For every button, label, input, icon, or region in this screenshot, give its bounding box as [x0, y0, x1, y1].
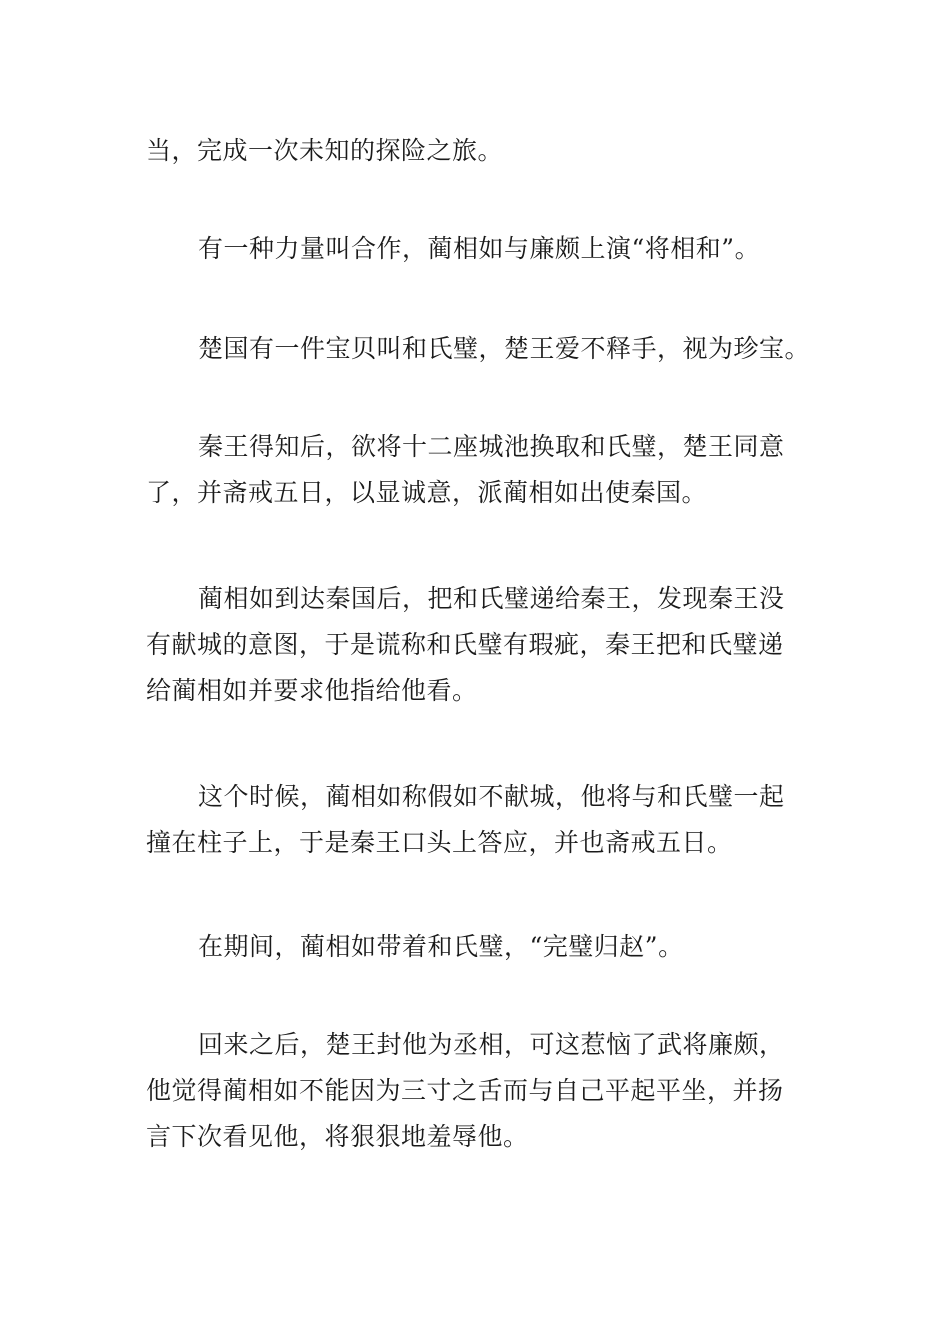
paragraph-line: 楚国有一件宝贝叫和氏璧，楚王爱不释手，视为珍宝。 [198, 334, 811, 363]
paragraph-line: 这个时候，蔺相如称假如不献城，他将与和氏璧一起 [198, 782, 785, 811]
paragraph [146, 424, 808, 516]
paragraph-line: 秦王得知后，欲将十二座城池换取和氏璧，楚王同意 [198, 432, 785, 461]
paragraph-line: 了，并斋戒五日，以显诚意，派蔺相如出使秦国。 [146, 478, 708, 507]
paragraph-line: 回来之后，楚王封他为丞相，可这惹恼了武将廉颇， [198, 1030, 785, 1059]
paragraph-line: 蔺相如到达秦国后，把和氏璧递给秦王，发现秦王没 [198, 584, 785, 613]
paragraph [146, 576, 808, 714]
paragraph-continuation [146, 128, 808, 174]
paragraph [146, 924, 808, 970]
paragraph [146, 226, 808, 272]
paragraph [146, 774, 808, 866]
paragraph-line: 有献城的意图，于是谎称和氏璧有瑕疵，秦王把和氏璧递 [146, 630, 784, 659]
paragraph [146, 1022, 808, 1160]
paragraph-line: 给蔺相如并要求他指给他看。 [146, 676, 478, 705]
paragraph-line: 当，完成一次未知的探险之旅。 [146, 136, 504, 165]
paragraph-line: 有一种力量叫合作，蔺相如与廉颇上演“将相和”。 [198, 234, 761, 263]
paragraph-line: 撞在柱子上，于是秦王口头上答应，并也斋戒五日。 [146, 828, 733, 857]
paragraph-line: 他觉得蔺相如不能因为三寸之舌而与自己平起平坐，并扬 [146, 1076, 784, 1105]
paragraph-line: 在期间，蔺相如带着和氏璧，“完璧归赵”。 [198, 932, 684, 961]
paragraph [146, 326, 811, 372]
paragraph-line: 言下次看见他，将狠狠地羞辱他。 [146, 1122, 529, 1151]
